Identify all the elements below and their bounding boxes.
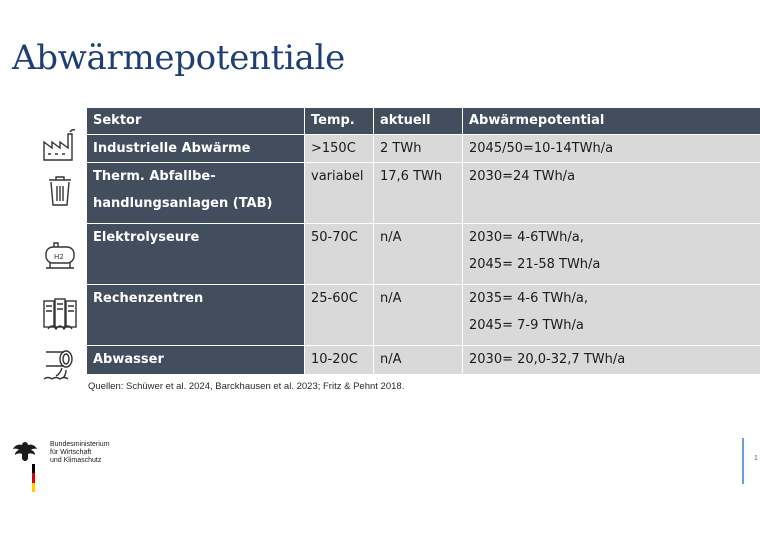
cell-aktuell: n/A	[374, 346, 463, 375]
cell-sektor: Industrielle Abwärme	[87, 135, 305, 163]
cell-temp: 50-70C	[305, 224, 374, 285]
hydrogen-tank-icon	[40, 236, 80, 272]
potential-line: 2030= 20,0-32,7 TWh/a	[469, 352, 626, 367]
cell-temp: 10-20C	[305, 346, 374, 375]
cell-temp: variabel	[305, 163, 374, 224]
eagle-icon	[12, 440, 38, 462]
cell-aktuell: 17,6 TWh	[374, 163, 463, 224]
cell-aktuell: n/A	[374, 224, 463, 285]
factory-icon	[40, 128, 80, 164]
flag-stripe-black	[32, 464, 35, 473]
slide-title: Abwärmepotentiale	[12, 38, 345, 78]
cell-potential	[463, 285, 760, 346]
table-row	[87, 163, 760, 224]
table-row	[87, 285, 760, 346]
potential-line: 2045= 21-58 TWh/a	[469, 257, 601, 272]
table-row	[87, 224, 760, 285]
cell-sektor: Rechenzentren	[87, 285, 305, 346]
ministry-line: für Wirtschaft	[50, 449, 92, 456]
potential-line: 2030=24 TWh/a	[469, 169, 576, 184]
trash-bin-icon	[40, 172, 80, 208]
cell-potential	[463, 346, 760, 375]
cell-temp: >150C	[305, 135, 374, 163]
flag-stripe-red	[32, 473, 35, 482]
sector-icons	[40, 0, 80, 390]
cell-sektor	[87, 163, 305, 224]
header-potential: Abwärmepotential	[463, 108, 760, 135]
cell-sektor: Abwasser	[87, 346, 305, 375]
ministry-line: und Klimaschutz	[50, 457, 102, 464]
table-row	[87, 346, 760, 375]
header-aktuell: aktuell	[374, 108, 463, 135]
cell-sektor: Elektrolyseure	[87, 224, 305, 285]
sources-note: Quellen: Schüwer et al. 2024, Barckhausen et al. 2023; Fritz & Pehnt 2018.	[88, 381, 405, 392]
table-row	[87, 135, 760, 163]
flag-bar	[32, 464, 35, 492]
footer-divider	[742, 438, 744, 484]
potential-line: 2030= 4-6TWh/a,	[469, 230, 584, 245]
potential-line: 2045/50=10-14TWh/a	[469, 141, 614, 156]
page-number: 1	[754, 455, 758, 462]
cell-potential	[463, 224, 760, 285]
flag-stripe-gold	[32, 483, 35, 492]
header-temp: Temp.	[305, 108, 374, 135]
cell-aktuell: 2 TWh	[374, 135, 463, 163]
cell-temp: 25-60C	[305, 285, 374, 346]
sewage-pipe-icon	[40, 346, 80, 382]
cell-potential	[463, 163, 760, 224]
cell-potential	[463, 135, 760, 163]
cell-aktuell: n/A	[374, 285, 463, 346]
table-header-row	[87, 108, 760, 135]
ministry-name	[50, 441, 110, 465]
ministry-line: Bundesministerium	[50, 441, 110, 448]
server-rack-icon	[40, 296, 80, 332]
svg-text:H2: H2	[54, 253, 64, 261]
potential-line: 2035= 4-6 TWh/a,	[469, 291, 588, 306]
abwaerme-table	[86, 107, 760, 375]
sektor-text: Therm. Abfallbe-handlungsanlagen (TAB)	[93, 169, 273, 211]
potential-line: 2045= 7-9 TWh/a	[469, 318, 584, 333]
header-sektor: Sektor	[87, 108, 305, 135]
ministry-logo	[12, 440, 122, 488]
